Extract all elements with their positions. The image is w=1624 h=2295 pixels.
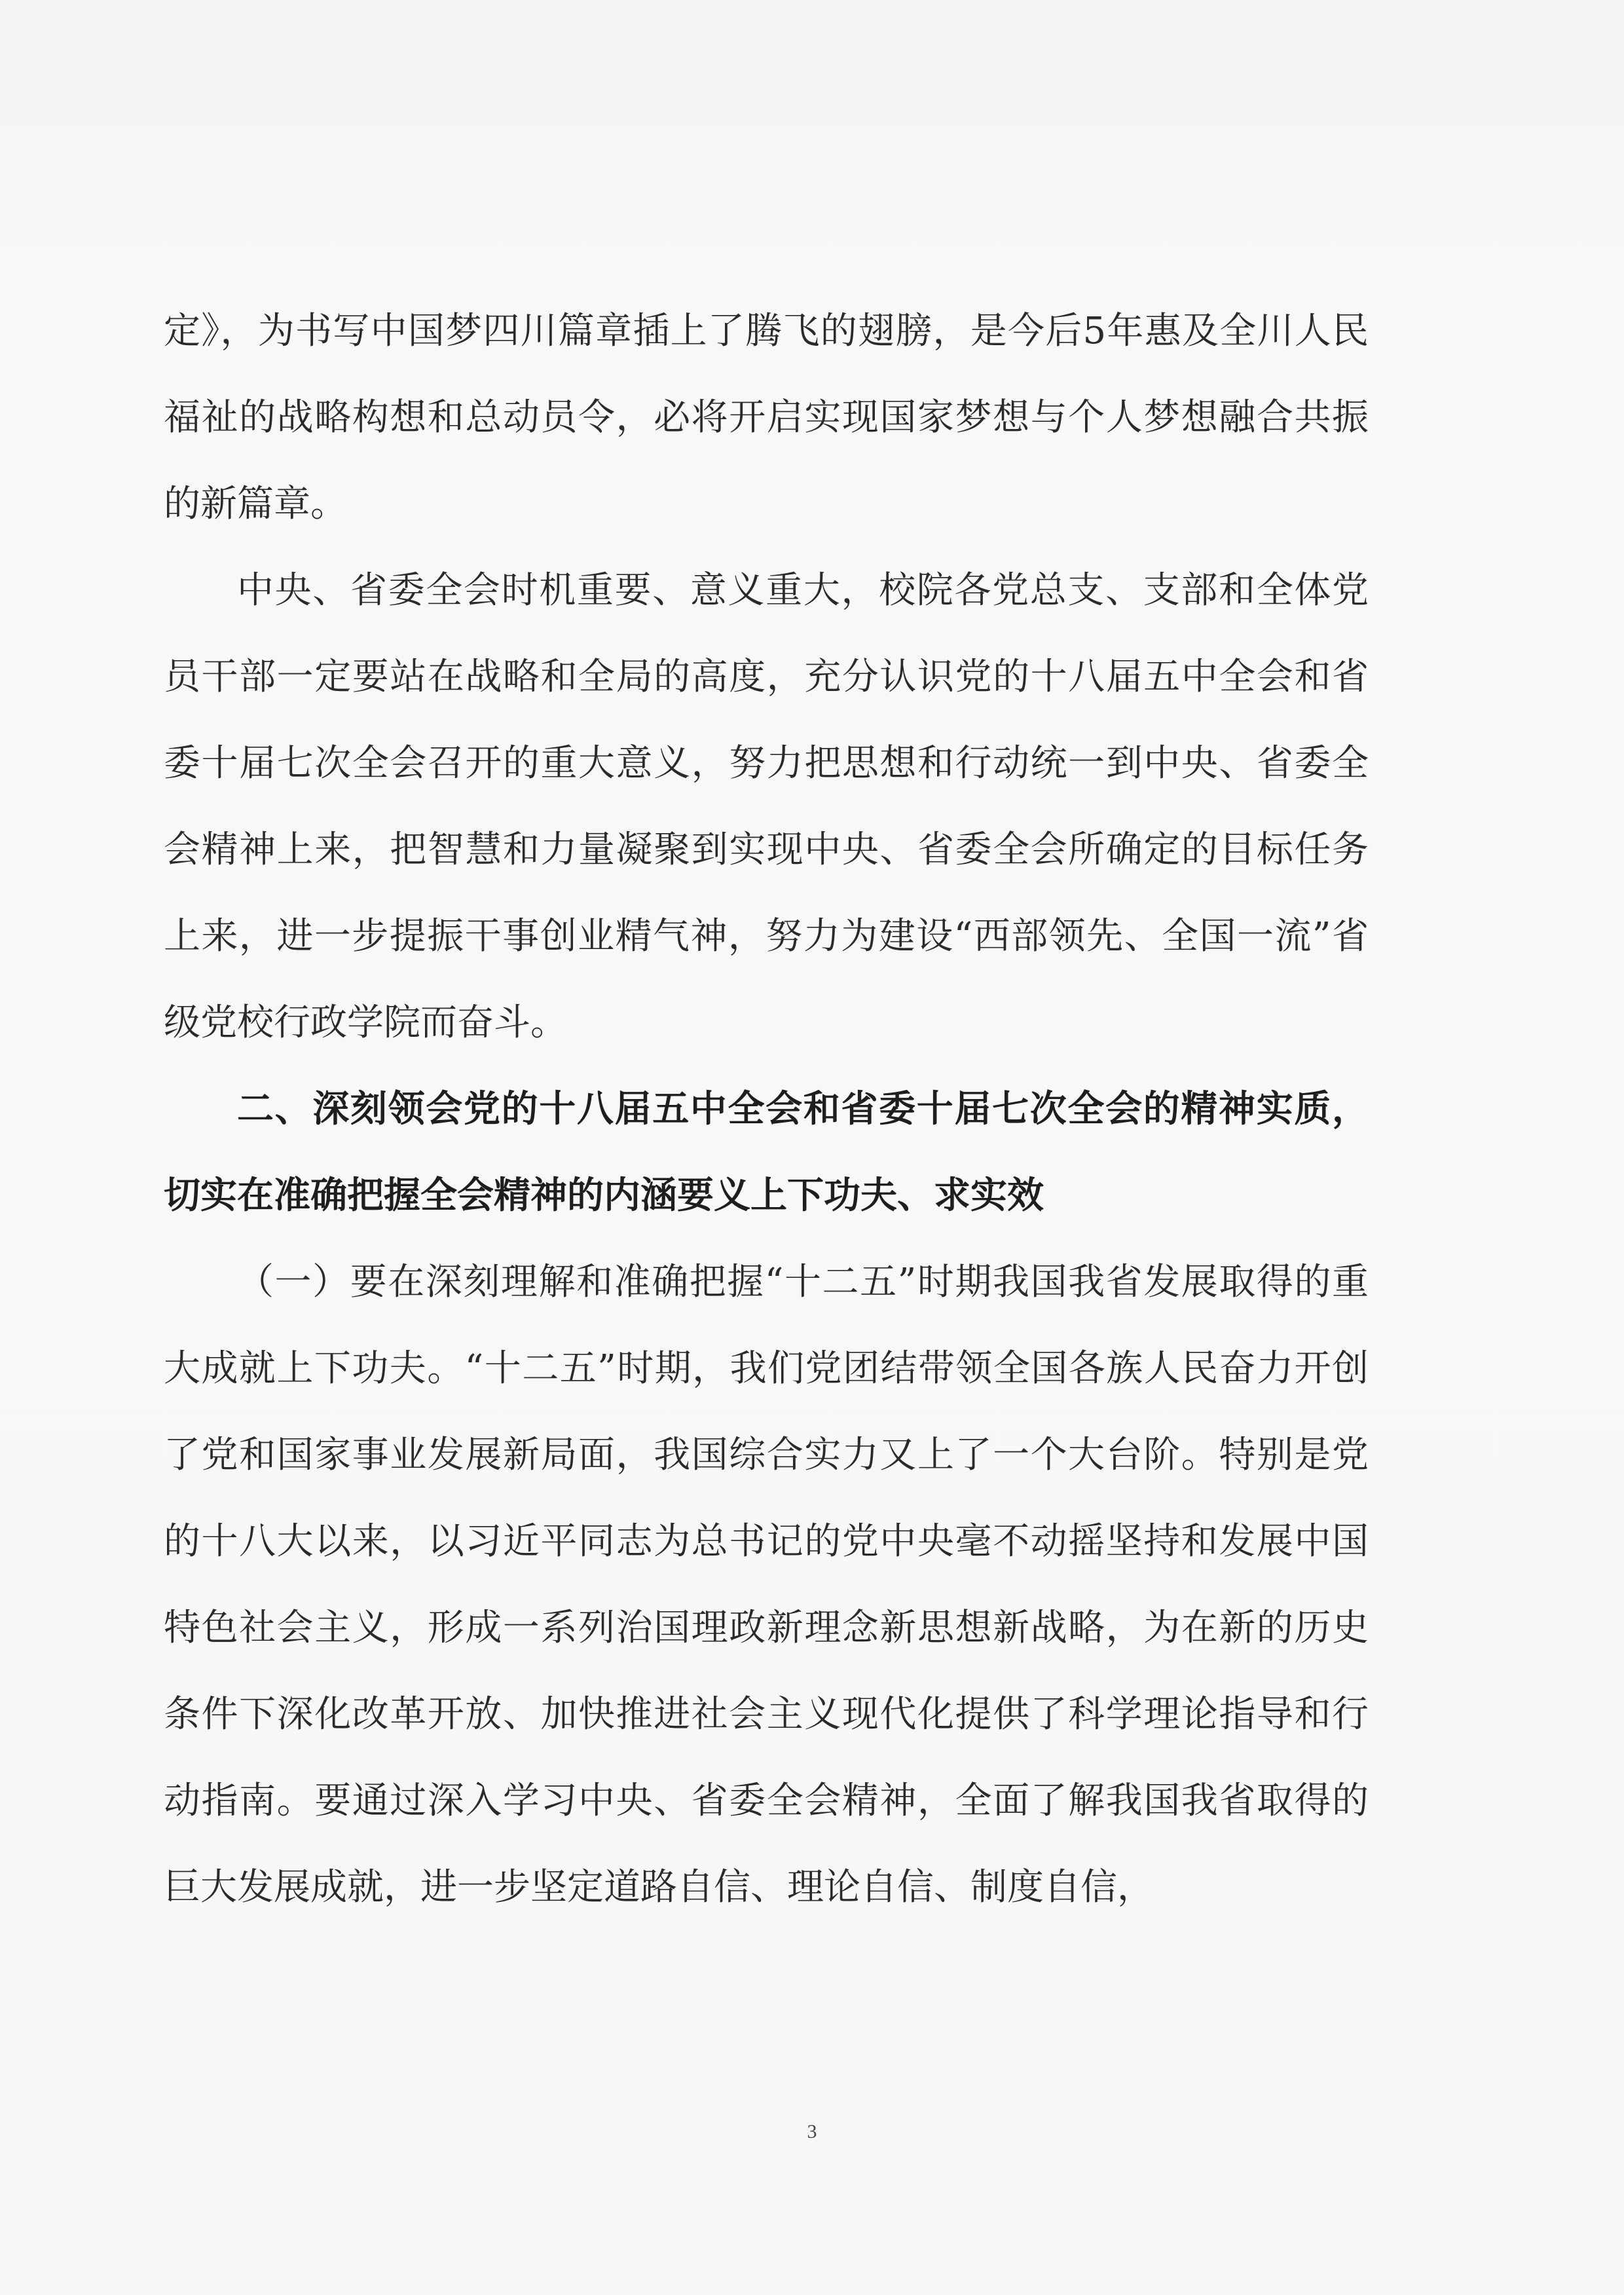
- paragraph-central-plenum: 中央、省委全会时机重要、意义重大，校院各党总支、支部和全体党员干部一定要站在战略和全局的高度，充分认识党的十八届五中全会和省委十届七次全会召开的重大意义，努力把思想和行动统一到中央、省委全会精神上来，把智慧和力量凝聚到实现中央、省委全会所确定的目标任务上来，进一步提振干事创业精气神，努力为建设“西部领先、全国一流”省级党校行政学院而奋斗。: [164, 569, 1369, 1044]
- paragraph-subsection-1: （一）要在深刻理解和准确把握“十二五”时期我国我省发展取得的重大成就上下功夫。“十二五”时期，我们党团结带领全国各族人民奋力开创了党和国家事业发展新局面，我国综合实力又上了一个大台阶。特别是党的十八大以来，以习近平同志为总书记的党中央毫不动摇坚持和发展中国特色社会主义，形成一系列治国理政新理念新思想新战略，为在新的历史条件下深化改革开放、加快推进社会主义现代化提供了科学理论指导和行动指南。要通过深入学习中央、省委全会精神，全面了解我国我省取得的巨大发展成就，进一步坚定道路自信、理论自信、制度自信，: [164, 1261, 1369, 1909]
- paragraph-continuation: 定》，为书写中国梦四川篇章插上了腾飞的翅膀，是今后5年惠及全川人民福祉的战略构想和总动员令，必将开启实现国家梦想与个人梦想融合共振的新篇章。: [164, 310, 1369, 525]
- page-number: 3: [807, 2121, 817, 2142]
- body-text: [164, 288, 1369, 1931]
- section-heading-2: 二、深刻领会党的十八届五中全会和省委十届七次全会的精神实质，切实在准确把握全会精神的内涵要义上下功夫、求实效: [164, 1088, 1369, 1217]
